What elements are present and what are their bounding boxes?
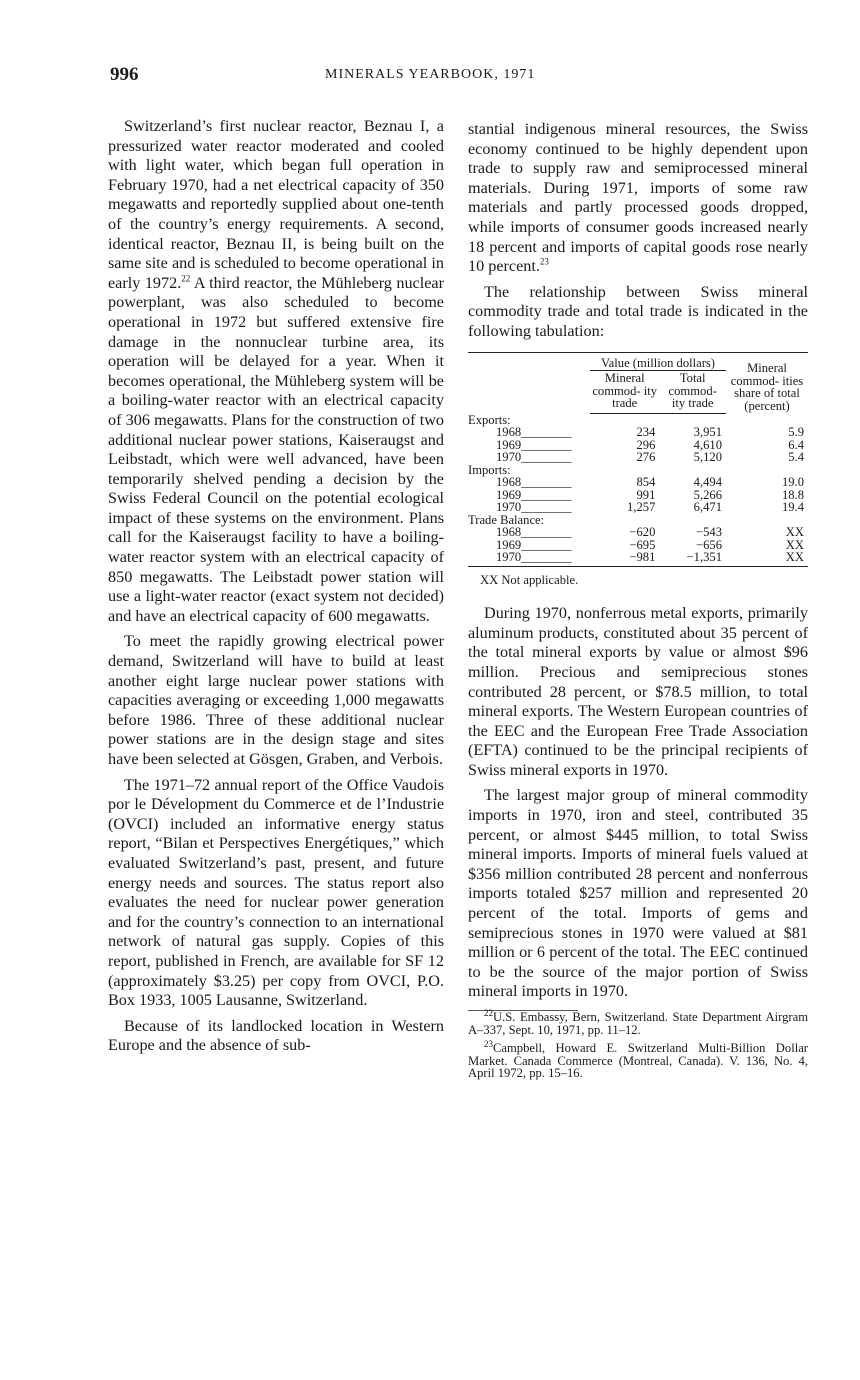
share-value-text: 5.9: [788, 425, 804, 440]
share-value: [726, 501, 808, 514]
leader-dots: ________: [521, 550, 572, 565]
leader-dots: ________: [521, 537, 572, 552]
row-year: [468, 551, 590, 566]
paragraph-text: A third reactor, the Mühleberg nuclear powerplant, was also scheduled to become operational in 1972 but suffered extensive fire damage in the nonnuclear turbine area, its operation will be delayed for a year. When it becomes operational, the Mühleberg system will be a boiling-water reactor with an electrical capacity of 306 megawatts. Plans for the construction of two additional nuclear power stations, Kaiseraugst and Leibstadt, which were well advanced, have been temporarily shelved pending a decision by the Swiss Federal Council on the potential ecological impact of these systems on the environment. Plans call for the Kaiseraugst facility to have a boiling-water reactor system with an electrical capacity of 850 megawatts. The Leibstadt power station will use a light-water reactor (exact system not decided) and have an electrical capacity of 600 megawatts.: [108, 273, 444, 625]
paragraph: [108, 117, 444, 626]
running-title: MINERALS YEARBOOK, 1971: [325, 67, 536, 82]
leader-dots: ________: [521, 500, 572, 515]
leader-dots: ________: [521, 525, 572, 540]
row-year: [468, 501, 590, 514]
total-trade-header: Total commod- ity trade: [659, 371, 726, 414]
share-value-text: 18.8: [781, 487, 804, 502]
leader-dots: ________: [521, 437, 572, 452]
left-column: [108, 117, 444, 1062]
mineral-value-text: 296: [636, 437, 656, 452]
mineral-trade-header: Mineral commod- ity trade: [590, 371, 659, 414]
paragraph-text: stantial indigenous mineral resources, the Swiss economy continued to be highly dependent upon trade to supply raw and semiprocessed mineral materials. During 1971, imports of some raw materials and partly processed goods dropped, while imports of consumer goods increased nearly 18 percent and imports of capital goods rose nearly 10 percent.: [468, 120, 808, 276]
leader-dots: ________: [521, 475, 572, 490]
mineral-value-text: 991: [636, 487, 656, 502]
value-header: Value (million dollars): [590, 352, 726, 371]
paragraph: The largest major group of mineral commodity imports in 1970, iron and steel, contributed 35 percent, or almost $445 million, to total Swiss mineral imports. Imports of mineral fuels valued at $356 million contributed 28 percent and nonferrous imports totaled $257 million and represented 20 percent of the total. Imports of gems and semiprecious stones in 1970 were valued at $81 million or 6 percent of the total. The EEC continued to be the source of the major portion of Swiss mineral imports in 1970.: [468, 786, 808, 1001]
mineral-value-text: 234: [636, 425, 656, 440]
total-value-text: 3,951: [693, 425, 722, 440]
share-value-text: 5.4: [788, 450, 804, 465]
total-value-text: −656: [696, 537, 722, 552]
leader-dots: ________: [521, 425, 572, 440]
share-value: [726, 551, 808, 566]
share-value-text: 6.4: [788, 437, 804, 452]
trade-table: [468, 352, 808, 567]
total-value-text: 6,471: [693, 500, 722, 515]
mineral-value: [590, 501, 659, 514]
paragraph: To meet the rapidly growing electrical power demand, Switzerland will have to build at least another eight large nuclear power stations with capacities averaging or exceeding 1,000 megawatts before 1986. Three of these additional nuclear power stations are in the design stage and sites have been selected at Gösgen, Graben, and Verbois.: [108, 632, 444, 768]
paragraph: The relationship between Swiss mineral commodity trade and total trade is indicated in the following tabulation:: [468, 282, 808, 340]
mineral-value-text: −981: [629, 550, 656, 565]
total-value-text: 5,266: [693, 487, 722, 502]
row-year-text: 1968: [496, 425, 522, 440]
trade-table-body: [468, 413, 808, 566]
right-column: [468, 120, 808, 1086]
trade-table-wrapper: [468, 352, 808, 567]
total-value: [659, 451, 726, 464]
mineral-value: [590, 551, 659, 566]
total-value-text: −1,351: [686, 550, 722, 565]
section-label: Trade Balance:: [468, 512, 545, 527]
share-value-text: 19.0: [781, 475, 804, 490]
paragraph-text: Switzerland’s first nuclear reactor, Beznau I, a pressurized water reactor moderated and cooled with light water, which began full operation in February 1970, had a net electrical capacity of 350 megawatts and reportedly supplied about one-tenth of the country’s energy requirements. A second, identical reactor, Beznau II, is being built on the same site and is scheduled to become operational in early 1972.: [108, 117, 444, 292]
footnote-number: 23: [484, 1038, 493, 1049]
footnote-ref: 23: [539, 256, 549, 267]
row-year-text: 1970: [496, 550, 522, 565]
mineral-value-text: 276: [636, 450, 656, 465]
paragraph: The 1971–72 annual report of the Office Vaudois por le Dévelopment du Commerce et de l’Industrie (OVCI) included an informative energy status report, “Bilan et Perspectives Energétiques,” which evaluated Switzerland’s past, present, and future energy needs and sources. The status report also evaluates the need for nuclear power generation and for the country’s connection to an international network of natural gas supply. Copies of this report, published in French, are available for SF 12 (approximately $3.25) per copy from OVCI, P.O. Box 1933, 1005 Lausanne, Switzerland.: [108, 775, 444, 1010]
row-year-text: 1968: [496, 475, 522, 490]
total-value: [659, 501, 726, 514]
total-value-text: 4,494: [693, 475, 722, 490]
row-year-text: 1968: [496, 525, 522, 540]
footnote-text: U.S. Embassy, Bern, Switzerland. State Department Airgram A–337, Sept. 10, 1971, pp. 11–12.: [468, 1010, 808, 1037]
row-year: [468, 451, 590, 464]
page-header: [0, 64, 860, 90]
total-value-text: −543: [696, 525, 722, 540]
footnote: [468, 1038, 808, 1080]
table-row: [468, 451, 808, 464]
mineral-value-text: 1,257: [627, 500, 656, 515]
total-value: [659, 551, 726, 566]
row-year-text: 1969: [496, 487, 522, 502]
paragraph: [468, 120, 808, 277]
paragraph: During 1970, nonferrous metal exports, primarily aluminum products, constituted about 35 percent of the total mineral exports by value or almost $96 million. Precious and semiprecious stones contributed 28 percent, or $78.5 million, to total mineral exports. The Western European countries of the EEC and the European Free Trade Association (EFTA) continued to be the principal recipients of Swiss mineral exports in 1970.: [468, 604, 808, 779]
share-value-text: XX: [785, 525, 804, 540]
table-note: XX Not applicable.: [480, 572, 579, 587]
share-value-text: XX: [785, 550, 804, 565]
share-header: Mineral commod- ities share of total (percent): [726, 352, 808, 413]
total-value-text: 4,610: [693, 437, 722, 452]
row-year-text: 1969: [496, 537, 522, 552]
footnote-text: Campbell, Howard E. Switzerland Multi-Billion Dollar Market. Canada Commerce (Montreal, Canada). V. 136, No. 4, April 1972, pp. 15–16.: [468, 1041, 808, 1080]
leader-dots: ________: [521, 450, 572, 465]
paragraph: Because of its landlocked location in Western Europe and the absence of sub-: [108, 1016, 444, 1055]
share-value-text: XX: [785, 537, 804, 552]
row-year-text: 1970: [496, 500, 522, 515]
share-value-text: 19.4: [781, 500, 804, 515]
row-year-text: 1970: [496, 450, 522, 465]
page-number: 996: [110, 64, 139, 85]
row-year-text: 1969: [496, 437, 522, 452]
footnote-number: 22: [484, 1007, 493, 1018]
table-row: [468, 551, 808, 566]
stub-header: [468, 352, 590, 413]
mineral-value-text: −695: [629, 537, 656, 552]
total-value-text: 5,120: [693, 450, 722, 465]
section-label: Imports:: [468, 462, 511, 477]
leader-dots: ________: [521, 487, 572, 502]
mineral-value-text: −620: [629, 525, 656, 540]
footnote-ref: 22: [181, 273, 191, 284]
share-value: [726, 451, 808, 464]
mineral-value-text: 854: [636, 475, 656, 490]
footnote: [468, 1007, 808, 1037]
mineral-value: [590, 451, 659, 464]
table-row: [468, 501, 808, 514]
section-label: Exports:: [468, 412, 511, 427]
